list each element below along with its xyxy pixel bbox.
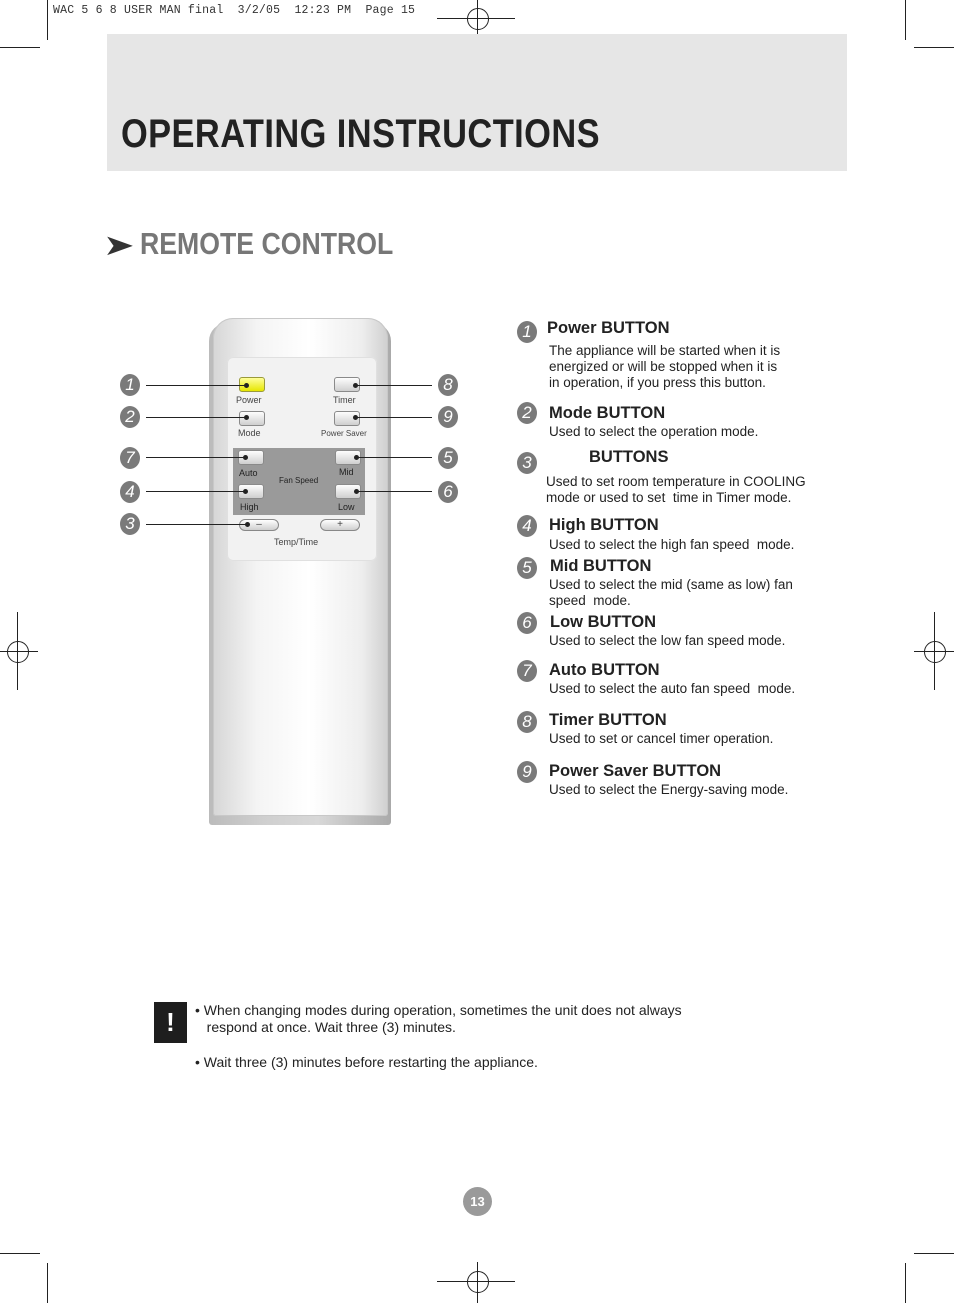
item-description: The appliance will be started when it is energized or will be stopped when it is in operation, if you press this button. — [549, 343, 781, 390]
callout-number: 4 — [120, 481, 140, 503]
remote-power-label: Power — [236, 395, 262, 405]
remote-high-label: High — [240, 502, 259, 512]
remote-auto-label: Auto — [239, 468, 258, 478]
item-description: Used to select the high fan speed mode. — [549, 537, 795, 552]
item-description: Used to select the Energy-saving mode. — [549, 782, 789, 797]
item-number: 7 — [517, 660, 537, 682]
callout-number: 7 — [120, 447, 140, 469]
crop-mark — [914, 1253, 954, 1254]
crop-mark — [0, 47, 40, 48]
callout-number: 5 — [438, 447, 458, 469]
crop-mark — [47, 0, 48, 40]
callout-number: 6 — [438, 481, 458, 503]
item-title: Mid BUTTON — [550, 557, 652, 575]
item-title: Timer BUTTON — [549, 711, 667, 729]
item-description: Used to select the mid (same as low) fan speed mode. — [549, 577, 793, 608]
crop-mark — [905, 0, 906, 40]
arrow-icon: ➤ — [104, 230, 134, 260]
print-slug: WAC 5 6 8 USER MAN final 3/2/05 12:23 PM Page 15 — [53, 4, 416, 17]
item-number: 1 — [517, 321, 537, 343]
remote-low-label: Low — [338, 502, 355, 512]
page-title: OPERATING INSTRUCTIONS — [121, 112, 600, 156]
warning-icon: ! — [154, 1002, 187, 1043]
item-description: Used to select the operation mode. — [549, 424, 759, 439]
note-text: • When changing modes during operation, sometimes the unit does not always respond at once. Wait three (3) minutes. — [195, 1002, 682, 1035]
remote-power-saver-label: Power Saver — [321, 429, 367, 438]
item-title: High BUTTON — [549, 516, 659, 534]
item-description: Used to set or cancel timer operation. — [549, 731, 774, 746]
item-number: 9 — [517, 761, 537, 783]
item-title: Power BUTTON — [547, 319, 670, 337]
section-heading: ➤ REMOTE CONTROL — [104, 226, 394, 261]
callout-number: 2 — [120, 406, 140, 428]
callout-number: 1 — [120, 374, 140, 396]
remote-mode-label: Mode — [238, 428, 261, 438]
crop-mark — [914, 47, 954, 48]
remote-minus-button: – — [239, 519, 279, 531]
item-number: 3 — [517, 452, 537, 474]
callout-number: 8 — [438, 374, 458, 396]
remote-mode-button — [239, 411, 265, 426]
note-text: • Wait three (3) minutes before restarting the appliance. — [195, 1054, 538, 1070]
item-number: 6 — [517, 612, 537, 634]
callout-number: 3 — [120, 513, 140, 535]
remote-mid-label: Mid — [339, 467, 354, 477]
remote-plus-button: + — [320, 519, 360, 531]
remote-temp-time-label: Temp/Time — [274, 537, 319, 547]
item-title: Power Saver BUTTON — [549, 762, 722, 780]
item-number: 5 — [517, 557, 537, 579]
remote-fan-speed-label: Fan Speed — [279, 476, 319, 485]
item-number: 8 — [517, 711, 537, 733]
item-title: Auto BUTTON — [549, 661, 660, 679]
item-title: Mode BUTTON — [549, 404, 666, 422]
item-description: Used to select the auto fan speed mode. — [549, 681, 796, 696]
crop-mark — [47, 1263, 48, 1303]
item-number: 4 — [517, 515, 537, 537]
crop-mark — [905, 1263, 906, 1303]
callout-number: 9 — [438, 406, 458, 428]
page-number: 13 — [463, 1187, 492, 1216]
remote-timer-label: Timer — [333, 395, 356, 405]
item-description: Used to set room temperature in COOLING mode or used to set time in Timer mode. — [546, 474, 806, 505]
item-description: Used to select the low fan speed mode. — [549, 633, 786, 648]
item-number: 2 — [517, 402, 537, 424]
item-title: BUTTONS — [589, 448, 669, 466]
crop-mark — [0, 1253, 40, 1254]
item-title: Low BUTTON — [550, 613, 657, 631]
